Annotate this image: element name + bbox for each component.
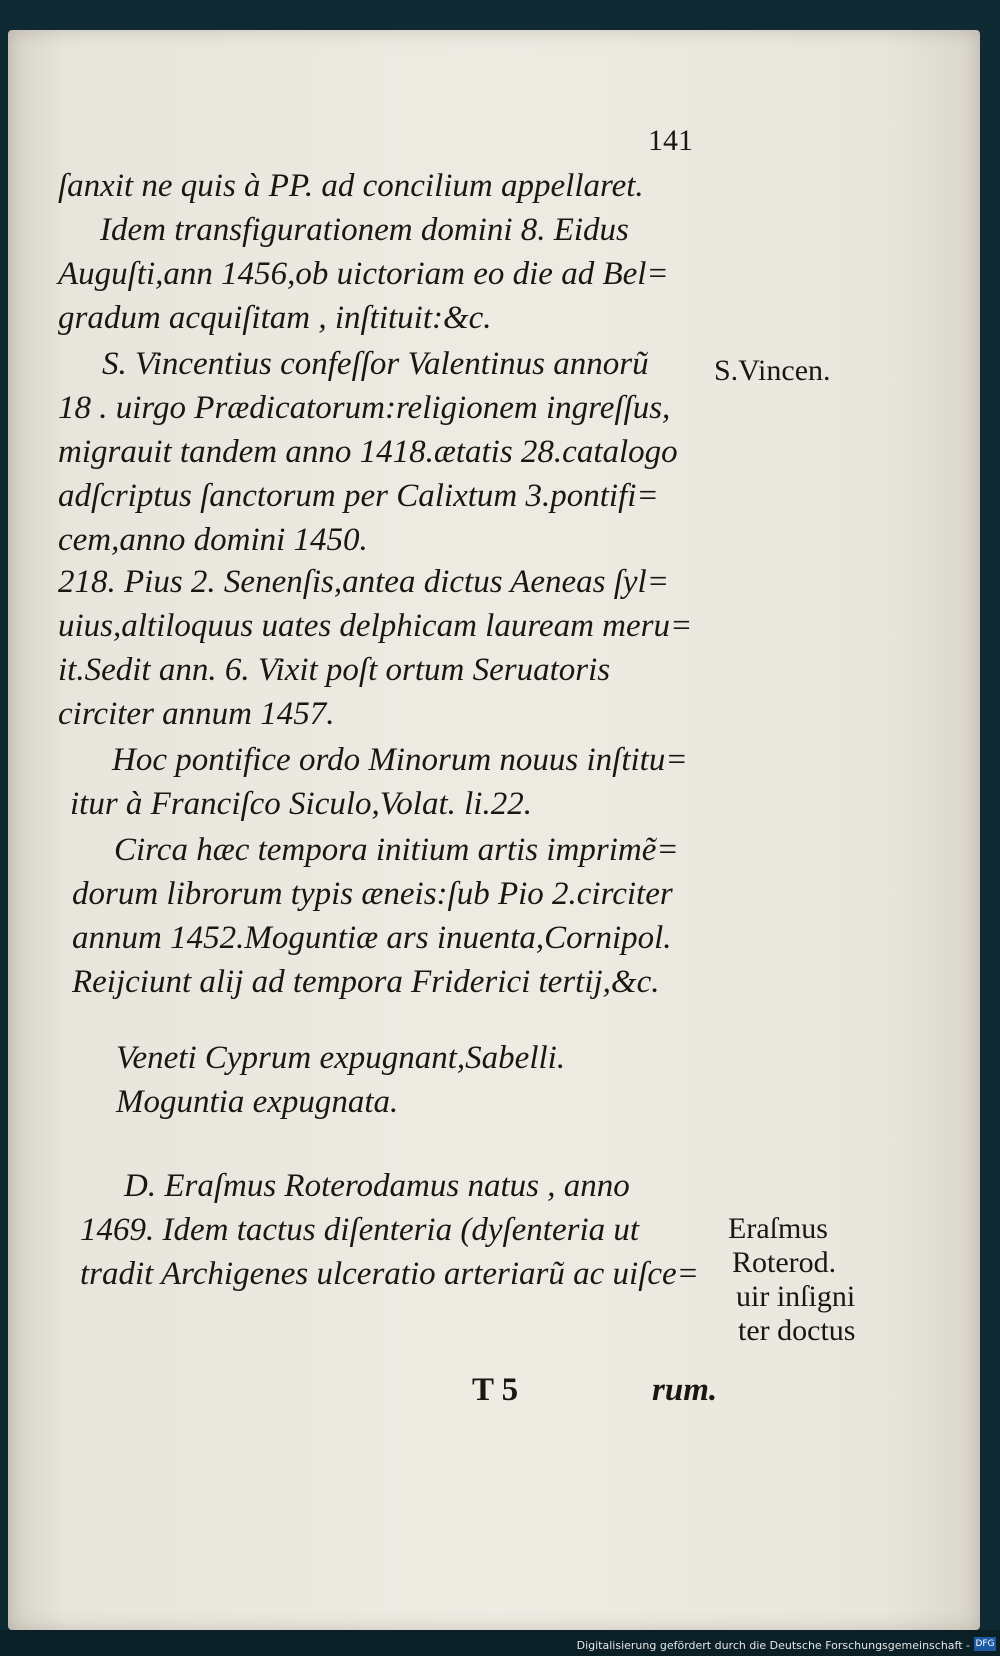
text-line: cem,anno domini 1450. [58,522,368,558]
text-line: Hoc pontifice ordo Minorum nouus inſtitu= [112,742,688,778]
funding-credit: Digitalisierung gefördert durch die Deutsche Forschungsgemeinschaft - [576,1639,970,1652]
text-line: ſanxit ne quis à PP. ad concilium appellaret. [58,168,644,204]
text-line: Circa hæc tempora initium artis imprimẽ= [114,832,679,868]
text-line: circiter annum 1457. [58,696,335,732]
text-line: 18 . uirgo Prædicatorum:religionem ingreſſus, [58,390,671,426]
text-line: it.Sedit ann. 6. Vixit poſt ortum Seruatoris [58,652,611,688]
text-line: Reijciunt alij ad tempora Friderici tertij,&c. [72,964,660,1000]
margin-note-erasmus-1: Eraſmus [728,1212,828,1245]
text-line: annum 1452.Moguntiæ ars inuenta,Cornipol. [72,920,672,956]
signature-mark: T 5 [472,1372,519,1408]
dfg-logo: DFG [975,1639,995,1649]
text-line: S. Vincentius confeſſor Valentinus annorũ [102,346,649,382]
text-line: Idem transfigurationem domini 8. Eidus [100,212,629,248]
text-line: gradum acquiſitam , inſtituit:&c. [58,300,492,336]
catchword: rum. [652,1372,718,1408]
margin-note-erasmus-3: uir inſigni [736,1280,856,1313]
text-line: itur à Franciſco Siculo,Volat. li.22. [70,786,532,822]
text-line: tradit Archigenes ulceratio arteriarũ ac uiſce= [80,1256,699,1292]
margin-note-erasmus-4: ter doctus [738,1314,856,1347]
text-line: dorum librorum typis æneis:ſub Pio 2.circiter [72,876,673,912]
text-line: D. Eraſmus Roterodamus natus , anno [124,1168,630,1204]
text-line: uius,altiloquus uates delphicam lauream meru= [58,608,693,644]
page-number: 141 [648,124,693,157]
text-line: adſcriptus ſanctorum per Calixtum 3.pontifi= [58,478,659,514]
text-line: Auguſti,ann 1456,ob uictoriam eo die ad Bel= [58,256,669,292]
text-line: 1469. Idem tactus diſenteria (dyſenteria ut [80,1212,640,1248]
text-line: Veneti Cyprum expugnant,Sabelli. [116,1040,566,1076]
margin-note-vincentius: S.Vincen. [714,354,831,387]
text-line: migrauit tandem anno 1418.ætatis 28.catalogo [58,434,678,470]
text-line: 218. Pius 2. Senenſis,antea dictus Aeneas ſyl= [58,564,669,600]
margin-note-erasmus-2: Roterod. [732,1246,837,1279]
text-line: Moguntia expugnata. [116,1084,399,1120]
